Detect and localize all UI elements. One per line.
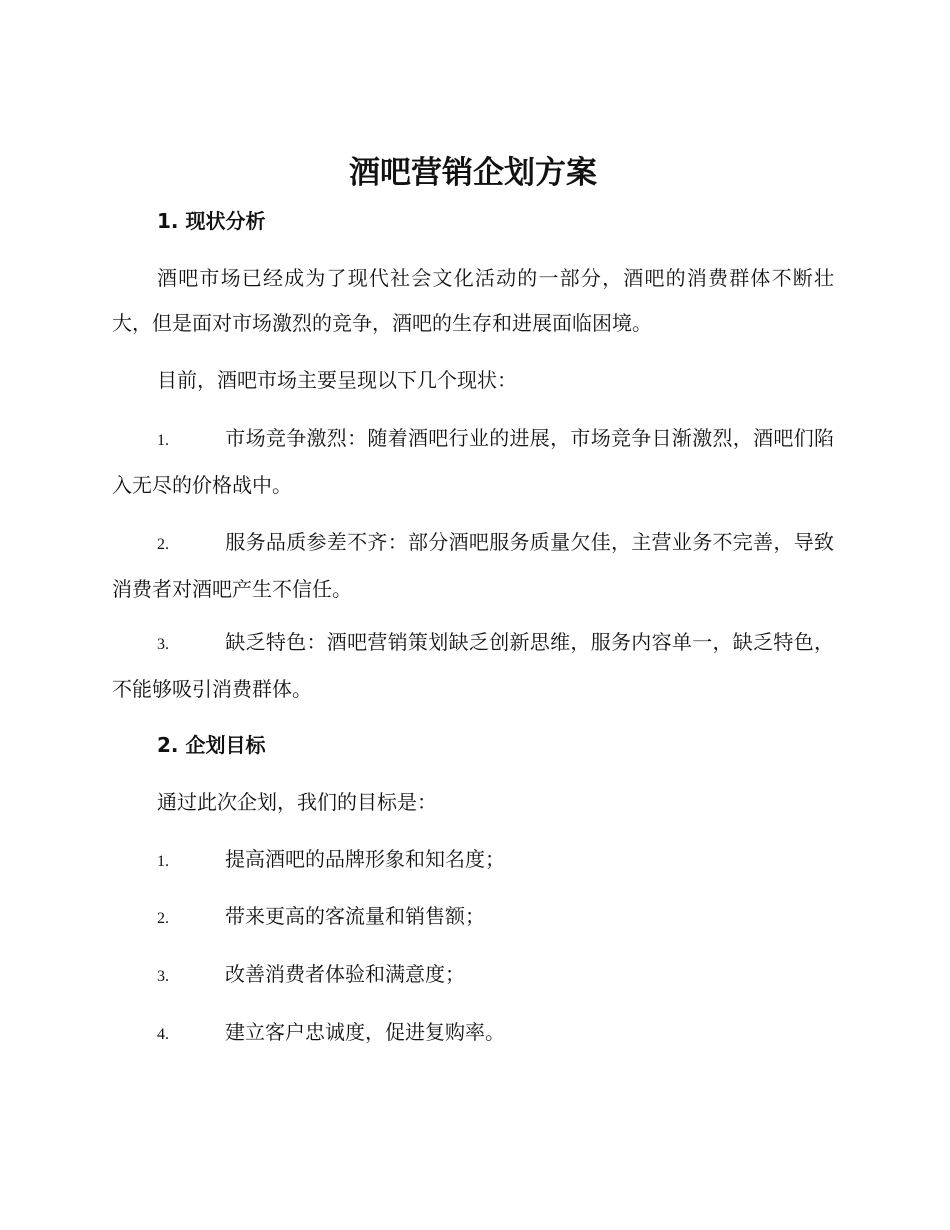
list-item [112, 620, 834, 712]
list-item-number: 2. [157, 910, 169, 927]
list-item-text: 市场竞争激烈：随着酒吧行业的进展，市场竞争日渐激烈，酒吧们陷入无尽的价格战中。 [112, 426, 834, 497]
list-item-text: 服务品质参差不齐：部分酒吧服务质量欠佳，主营业务不完善，导致消费者对酒吧产生不信任。 [112, 530, 834, 601]
section-heading-goals: 2. 企划目标 [157, 733, 266, 757]
list-item-number: 4. [157, 1026, 169, 1043]
list-item [112, 837, 834, 884]
section-heading-status: 1. 现状分析 [157, 209, 266, 233]
list-item-number: 1. [157, 853, 169, 870]
list-item-number: 1. [157, 432, 169, 449]
list-item-number: 2. [157, 536, 169, 553]
list-item-text: 改善消费者体验和满意度； [225, 962, 465, 986]
paragraph-intro: 酒吧市场已经成为了现代社会文化活动的一部分，酒吧的消费群体不断壮大，但是面对市场激烈的竞争，酒吧的生存和进展面临困境。 [112, 266, 834, 335]
list-item [112, 520, 834, 612]
list-item [112, 416, 834, 508]
list-item-text: 缺乏特色：酒吧营销策划缺乏创新思维，服务内容单一，缺乏特色，不能够吸引消费群体。 [112, 630, 834, 701]
document-title: 酒吧营销企划方案 [349, 155, 597, 191]
list-item-number: 3. [157, 636, 169, 653]
paragraph-status-lead: 目前，酒吧市场主要呈现以下几个现状： [157, 368, 517, 392]
list-item-text: 带来更高的客流量和销售额； [225, 904, 485, 928]
list-item-text: 建立客户忠诚度，促进复购率。 [225, 1020, 505, 1044]
list-item-number: 3. [157, 968, 169, 985]
list-item [112, 952, 834, 999]
list-item [112, 894, 834, 941]
paragraph-goals-lead: 通过此次企划，我们的目标是： [157, 790, 437, 814]
list-item-text: 提高酒吧的品牌形象和知名度； [225, 847, 505, 871]
list-item [112, 1010, 834, 1057]
